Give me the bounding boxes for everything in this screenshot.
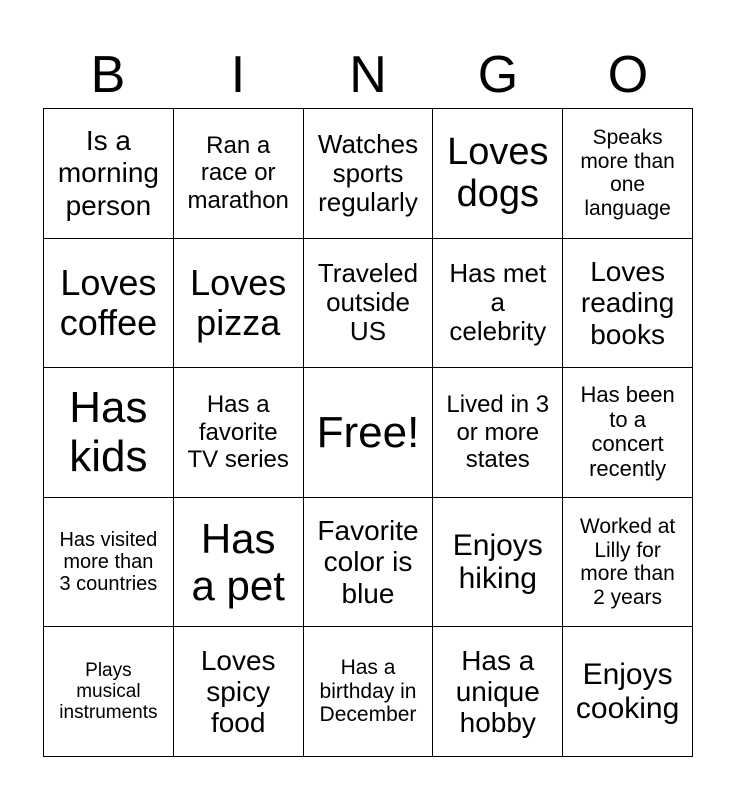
bingo-cell-r1c5[interactable] — [563, 109, 693, 239]
bingo-cell-r3c1[interactable] — [44, 368, 174, 498]
cell-label: Ran a race or marathon — [187, 131, 289, 215]
bingo-cell-r3c2[interactable] — [174, 368, 304, 498]
bingo-cell-r4c1[interactable] — [44, 498, 174, 628]
bingo-cell-r3c3[interactable] — [304, 368, 434, 498]
bingo-cell-r5c4[interactable] — [433, 627, 563, 757]
cell-label: Traveled outside US — [317, 258, 419, 347]
cell-label: Has a favorite TV series — [187, 390, 289, 474]
cell-label: Worked at Lilly for more than 2 years — [579, 515, 676, 609]
bingo-cell-r4c5[interactable] — [563, 498, 693, 628]
cell-label: Loves dogs — [447, 130, 549, 216]
bingo-cell-r4c3[interactable] — [304, 498, 434, 628]
cell-label: Has met a celebrity — [449, 258, 547, 347]
bingo-cell-r2c4[interactable] — [433, 239, 563, 369]
cell-label: Enjoys cooking — [575, 658, 680, 725]
cell-label: Loves spicy food — [200, 644, 276, 739]
cell-label: Loves pizza — [190, 261, 287, 343]
free-space: Free! — [316, 407, 420, 457]
cell-label: Has a pet — [191, 515, 285, 610]
cell-label: Has visited more than 3 countries — [59, 528, 158, 596]
cell-label: Loves coffee — [59, 261, 158, 343]
cell-label: Has been to a concert recently — [580, 382, 675, 482]
cell-label: Has kids — [69, 383, 148, 482]
bingo-board — [43, 108, 693, 757]
bingo-cell-r1c1[interactable] — [44, 109, 174, 239]
bingo-cell-r1c4[interactable] — [433, 109, 563, 239]
header-letter-o: O — [607, 46, 649, 104]
bingo-cell-r1c3[interactable] — [304, 109, 434, 239]
bingo-cell-r4c4[interactable] — [433, 498, 563, 628]
bingo-cell-r5c5[interactable] — [563, 627, 693, 757]
bingo-cell-r2c5[interactable] — [563, 239, 693, 369]
cell-label: Lived in 3 or more states — [446, 390, 550, 474]
bingo-cell-r5c1[interactable] — [44, 627, 174, 757]
cell-label: Watches sports regularly — [317, 128, 419, 217]
header-letter-n: N — [349, 46, 387, 104]
bingo-cell-r2c1[interactable] — [44, 239, 174, 369]
header-letter-b: B — [90, 46, 126, 104]
cell-label: Speaks more than one language — [580, 126, 675, 220]
cell-label: Enjoys hiking — [452, 528, 543, 596]
cell-label: Is a morning person — [57, 124, 159, 221]
bingo-cell-r3c5[interactable] — [563, 368, 693, 498]
cell-label: Has a unique hobby — [455, 644, 540, 739]
bingo-cell-r2c3[interactable] — [304, 239, 434, 369]
bingo-cell-r5c2[interactable] — [174, 627, 304, 757]
bingo-cell-r4c2[interactable] — [174, 498, 304, 628]
header-letter-g: G — [477, 46, 519, 104]
bingo-header — [43, 42, 693, 108]
bingo-cell-r5c3[interactable] — [304, 627, 434, 757]
cell-label: Has a birthday in December — [319, 656, 417, 727]
cell-label: Loves reading books — [580, 255, 675, 350]
cell-label: Favorite color is blue — [317, 515, 419, 609]
bingo-cell-r3c4[interactable] — [433, 368, 563, 498]
header-letter-i: I — [230, 46, 246, 104]
bingo-cell-r1c2[interactable] — [174, 109, 304, 239]
bingo-cell-r2c2[interactable] — [174, 239, 304, 369]
cell-label: Plays musical instruments — [59, 659, 158, 724]
